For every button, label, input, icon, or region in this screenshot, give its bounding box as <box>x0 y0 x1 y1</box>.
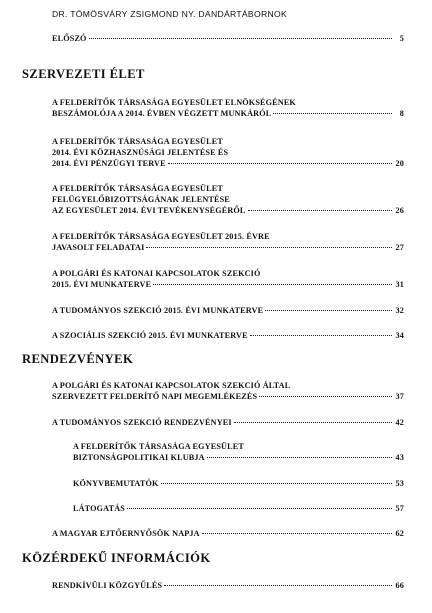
toc-entry[interactable] <box>52 183 404 216</box>
toc-entry[interactable] <box>52 97 404 119</box>
page-number: 34 <box>395 331 404 340</box>
toc-entry-line: A POLGÁRI ÉS KATONAI KAPCSOLATOK SZEKCIÓ ÁLTAL <box>52 381 291 390</box>
dot-leader <box>146 247 392 248</box>
toc-entry-foreword[interactable] <box>52 33 404 44</box>
toc-entry[interactable] <box>52 305 404 316</box>
dot-leader <box>202 533 392 534</box>
dot-leader <box>259 396 392 397</box>
toc-entry[interactable] <box>52 580 404 591</box>
dot-leader <box>161 483 393 484</box>
dot-leader <box>234 422 392 423</box>
toc-entry-line: A TUDOMÁNYOS SZEKCIÓ 2015. ÉVI MUNKATERVE <box>52 306 264 315</box>
dot-leader <box>248 210 392 211</box>
page-number: 20 <box>395 159 404 168</box>
toc-entry[interactable] <box>52 136 404 169</box>
page-number: 26 <box>395 206 404 215</box>
toc-entry-line: FELÜGYELŐBIZOTTSÁGÁNAK JELENTÉSE <box>52 195 230 204</box>
toc-subentry[interactable] <box>73 441 404 463</box>
toc-entry[interactable] <box>52 330 404 341</box>
dot-leader <box>89 38 392 39</box>
toc-entry[interactable] <box>52 268 404 290</box>
toc-entry-line: 2014. ÉVI KÖZHASZNÚSÁGI JELENTÉSE ÉS <box>52 148 229 157</box>
toc-entry[interactable] <box>52 417 404 428</box>
page-number: 27 <box>395 243 404 252</box>
toc-entry-line: A SZOCIÁLIS SZEKCIÓ 2015. ÉVI MUNKATERVE <box>52 331 248 340</box>
toc-entry-line: BIZTONSÁGPOLITIKAI KLUBJA <box>73 453 205 462</box>
section-heading-organizational-life: SZERVEZETI ÉLET <box>22 67 145 81</box>
toc-entry-line: A POLGÁRI ÉS KATONAI KAPCSOLATOK SZEKCIÓ <box>52 269 261 278</box>
toc-entry-line: AZ EGYESÜLET 2014. ÉVI TEVÉKENYSÉGÉRŐL <box>52 206 246 215</box>
author-line: DR. TÖMÖSVÁRY ZSIGMOND NY. DANDÁRTÁBORNOK <box>52 9 287 19</box>
section-heading-public-information: KÖZÉRDEKŰ INFORMÁCIÓK <box>22 551 211 565</box>
toc-entry-line: A FELDERÍTŐK TÁRSASÁGA EGYESÜLET 2015. ÉVRE <box>52 232 270 241</box>
page-number: 57 <box>395 504 404 513</box>
dot-leader <box>153 284 392 285</box>
page-number: 66 <box>395 581 404 590</box>
toc-entry-line: A TUDOMÁNYOS SZEKCIÓ RENDEZVÉNYEI <box>52 418 232 427</box>
toc-entry[interactable] <box>52 380 404 402</box>
toc-entry-line: RENDKÍVÜLI KÖZGYŰLÉS <box>52 581 163 590</box>
page-number: 5 <box>399 34 404 43</box>
toc-entry-line: 2014. ÉVI PÉNZÜGYI TERVE <box>52 159 166 168</box>
page-number: 32 <box>395 306 404 315</box>
page-number: 31 <box>395 280 404 289</box>
page-number: 8 <box>399 109 404 118</box>
toc-entry-line: A FELDERÍTŐK TÁRSASÁGA EGYESÜLET ELNÖKSÉGÉNEK <box>52 98 296 107</box>
dot-leader <box>164 585 392 586</box>
toc-entry-line: A FELDERÍTŐK TÁRSASÁGA EGYESÜLET <box>73 442 244 451</box>
dot-leader <box>207 457 392 458</box>
toc-entry[interactable] <box>52 528 404 539</box>
toc-entry-line: SZERVEZETT FELDERÍTŐ NAPI MEGEMLÉKEZÉS <box>52 392 258 401</box>
toc-entry-line: A FELDERÍTŐK TÁRSASÁGA EGYESÜLET <box>52 137 223 146</box>
page-number: 42 <box>395 418 404 427</box>
toc-entry-line: A FELDERÍTŐK TÁRSASÁGA EGYESÜLET <box>52 184 223 193</box>
toc-entry-line: BESZÁMOLÓJA A 2014. ÉVBEN VÉGZETT MUNKÁRÓL <box>52 109 272 118</box>
dot-leader <box>168 163 392 164</box>
page-number: 62 <box>395 529 404 538</box>
toc-subentry[interactable] <box>73 503 404 514</box>
page-number: 37 <box>395 392 404 401</box>
toc-entry[interactable] <box>52 231 404 253</box>
toc-entry-line: LÁTOGATÁS <box>73 504 126 513</box>
toc-subentry[interactable] <box>73 478 404 489</box>
toc-entry-title: ELŐSZÓ <box>52 34 87 43</box>
dot-leader <box>265 310 392 311</box>
dot-leader <box>250 335 392 336</box>
page-number: 53 <box>395 479 404 488</box>
toc-entry-line: KÖNYVBEMUTATÓK <box>73 479 159 488</box>
page-number: 43 <box>395 453 404 462</box>
dot-leader <box>127 508 392 509</box>
dot-leader <box>273 113 392 114</box>
toc-entry-line: JAVASOLT FELADATAI <box>52 243 145 252</box>
toc-entry-line: 2015. ÉVI MUNKATERVE <box>52 280 152 289</box>
section-heading-events: RENDEZVÉNYEK <box>22 352 134 366</box>
toc-entry-line: A MAGYAR EJTŐERNYŐSÖK NAPJA <box>52 529 200 538</box>
